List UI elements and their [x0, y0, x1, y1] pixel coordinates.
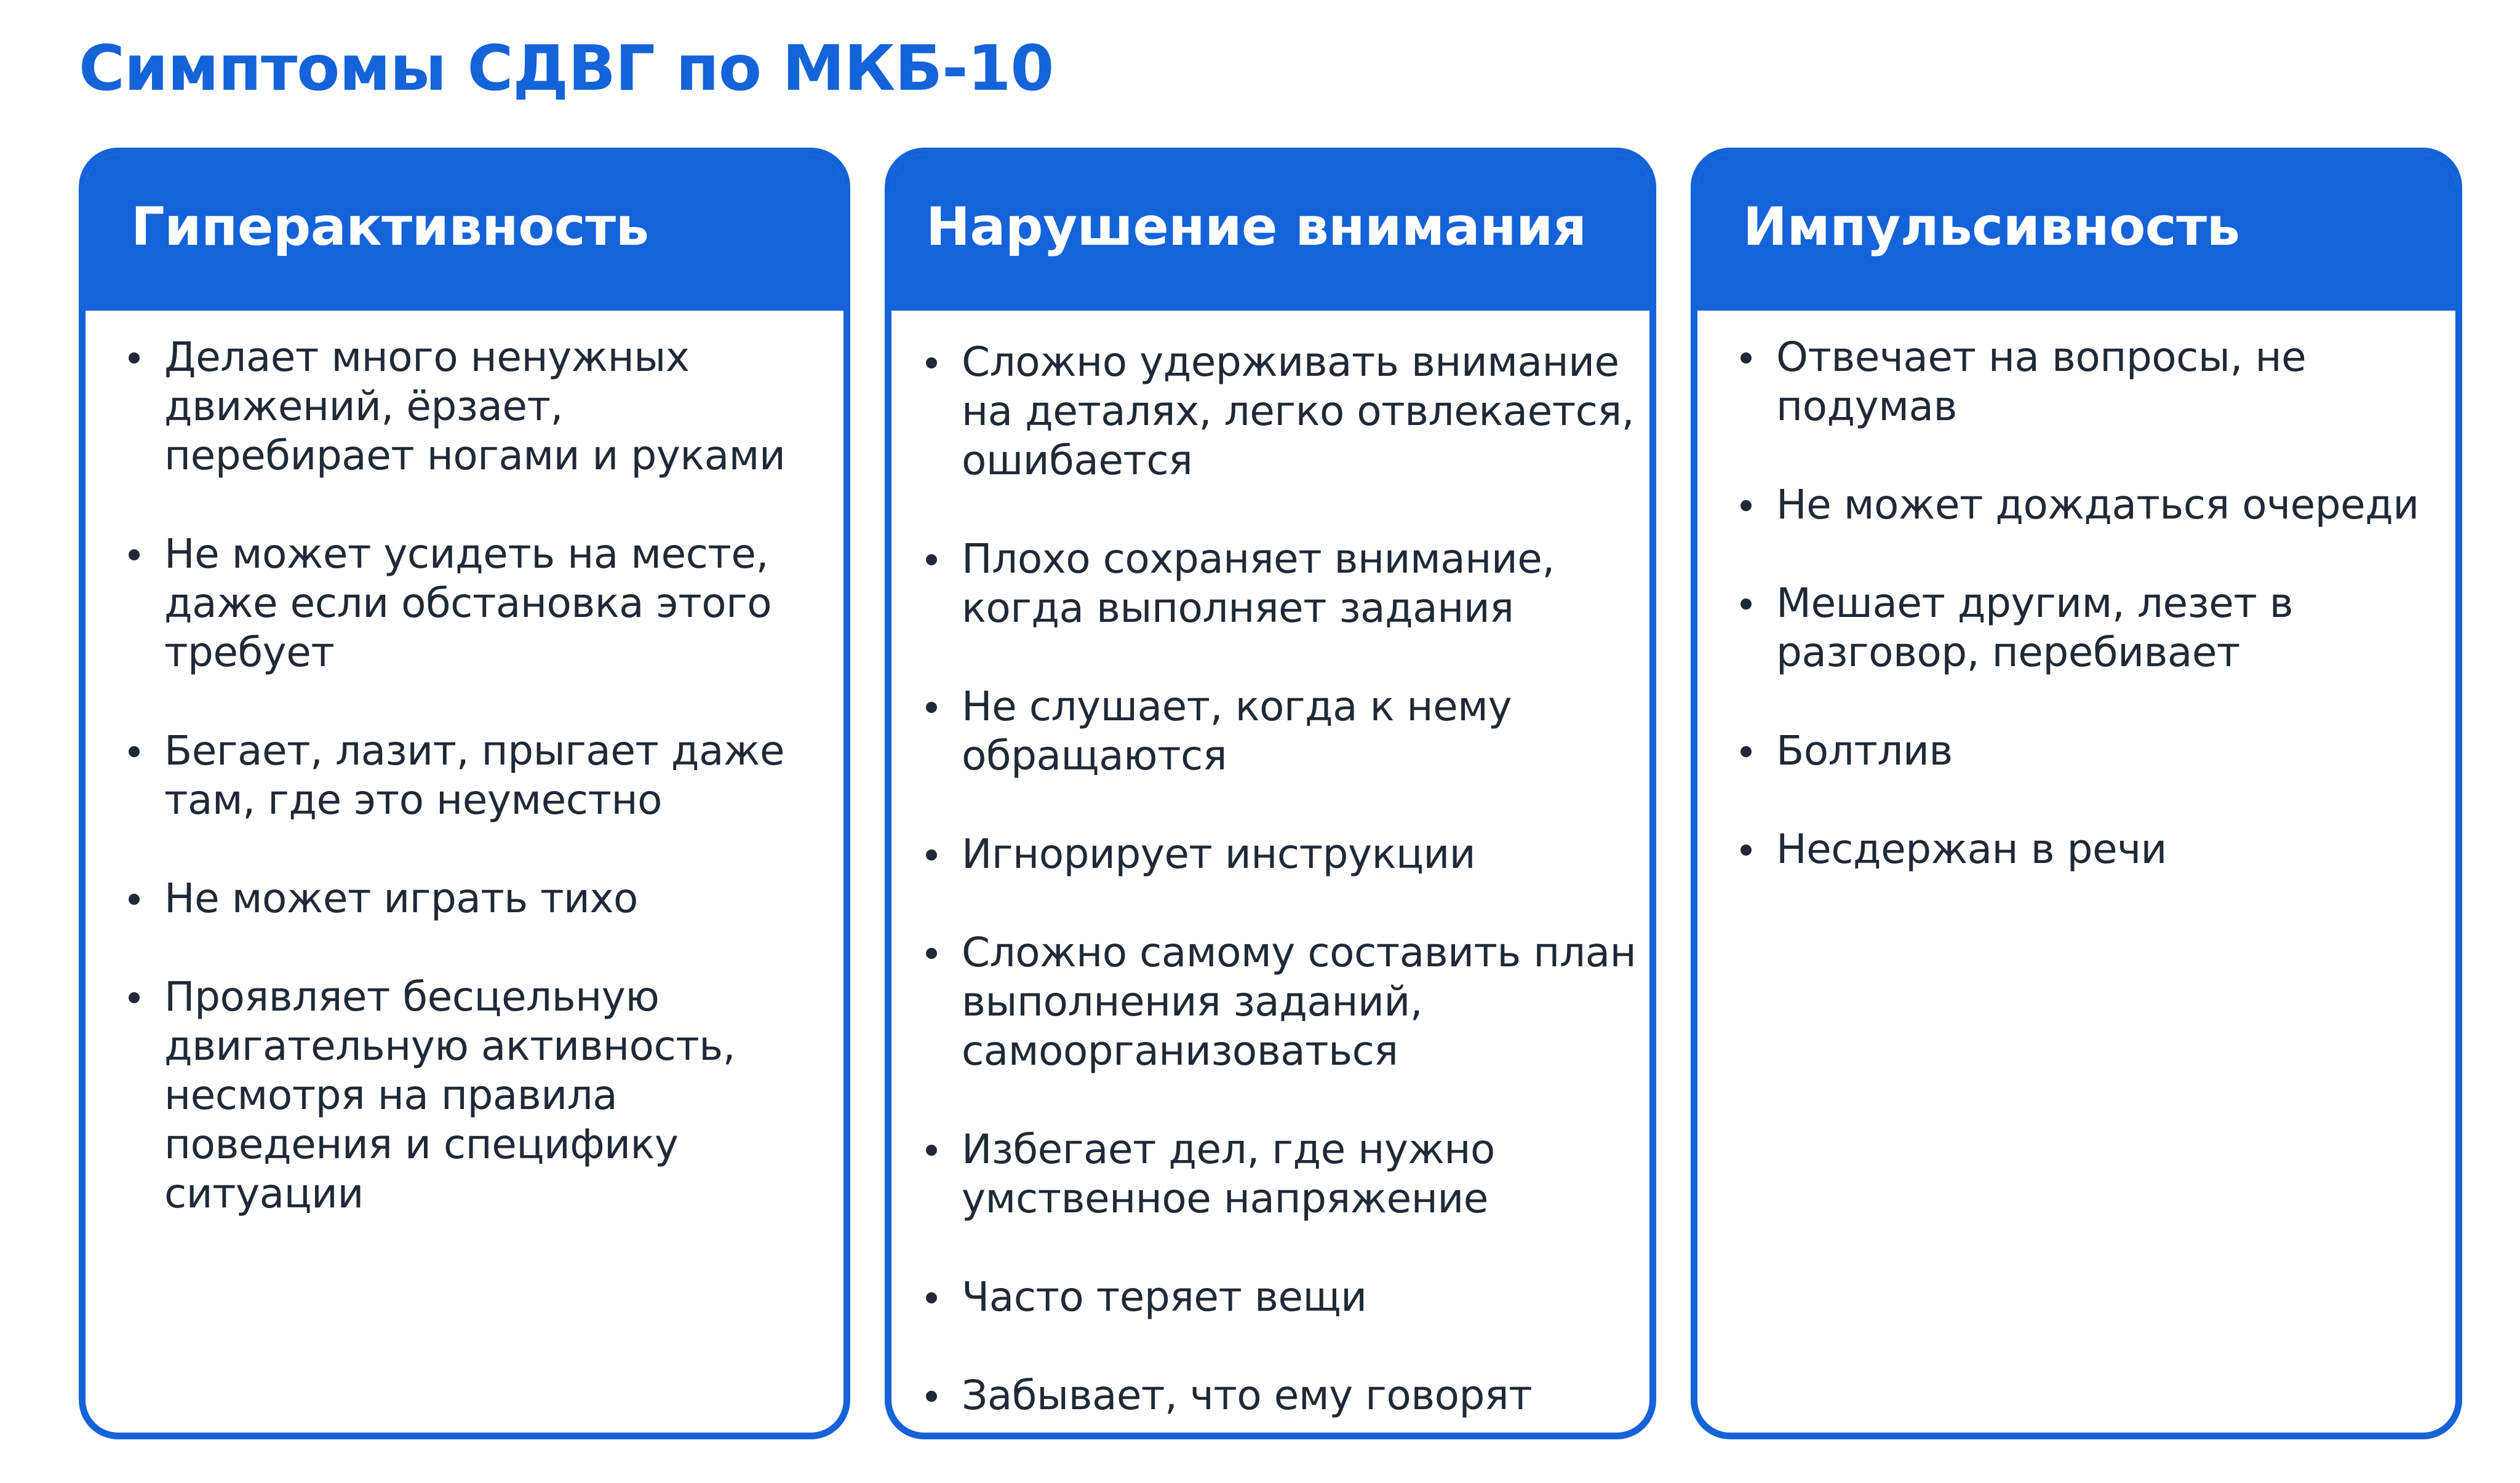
list-item: [86, 530, 843, 677]
list-item: [86, 726, 843, 825]
bullet-dot-icon: [926, 849, 937, 861]
list-item: [891, 338, 1649, 485]
list-item-text: Не может играть тихо: [164, 875, 638, 922]
list-item: [891, 928, 1649, 1076]
bullet-dot-icon: [1740, 746, 1752, 757]
list-item-text: Бегает, лазит, прыгает даже там, где это неуместно: [164, 727, 784, 824]
column-attention-deficit: [885, 148, 1656, 1439]
bullet-dot-icon: [926, 948, 937, 959]
column-header: [86, 154, 843, 311]
bullet-dot-icon: [926, 554, 937, 565]
bullet-dot-icon: [926, 702, 937, 713]
list-item: [891, 535, 1649, 633]
page-title: Симптомы СДВГ по МКБ-10: [79, 32, 1054, 105]
list-item-text: Забывает, что ему говорят: [962, 1372, 1533, 1419]
symptom-list: [1697, 333, 2455, 923]
bullet-dot-icon: [1740, 500, 1752, 511]
symptom-list: [891, 338, 1649, 1439]
bullet-dot-icon: [1740, 845, 1752, 856]
list-item: [1697, 579, 2455, 677]
list-item: [891, 682, 1649, 781]
bullet-dot-icon: [926, 357, 937, 368]
list-item: [86, 972, 843, 1219]
column-title: Гиперактивность: [131, 196, 649, 258]
list-item: [1697, 825, 2455, 874]
list-item-text: Отвечает на вопросы, не подумав: [1776, 333, 2307, 430]
list-item-text: Не может усидеть на месте, даже если обстановка этого требует: [164, 530, 772, 676]
bullet-dot-icon: [129, 992, 140, 1003]
list-item-text: Сложно самому составить план выполнения заданий, самоорганизоваться: [962, 929, 1637, 1075]
list-item: [891, 1125, 1649, 1223]
column-title: Импульсивность: [1743, 196, 2240, 258]
bullet-dot-icon: [926, 1145, 937, 1156]
list-item: [891, 1273, 1649, 1322]
bullet-dot-icon: [129, 549, 140, 560]
list-item-text: Избегает дел, где нужно умственное напряжение: [962, 1126, 1495, 1222]
bullet-dot-icon: [129, 746, 140, 757]
list-item: [86, 874, 843, 923]
column-title: Нарушение внимания: [926, 196, 1587, 258]
column-impulsivity: [1691, 148, 2462, 1439]
symptom-list: [86, 333, 843, 1268]
list-item-text: Не слушает, когда к нему обращаются: [962, 683, 1512, 779]
list-item-text: Плохо сохраняет внимание, когда выполняет задания: [962, 535, 1555, 632]
list-item-text: Болтлив: [1776, 727, 1953, 774]
bullet-dot-icon: [1740, 352, 1752, 364]
bullet-dot-icon: [926, 1292, 937, 1303]
list-item: [1697, 480, 2455, 530]
list-item: [1697, 333, 2455, 431]
bullet-dot-icon: [129, 894, 140, 905]
list-item-text: Не может дождаться очереди: [1776, 481, 2419, 528]
column-header: [1697, 154, 2455, 311]
bullet-dot-icon: [926, 1391, 937, 1402]
list-item-text: Часто теряет вещи: [962, 1273, 1367, 1321]
list-item-text: Несдержан в речи: [1776, 825, 2167, 873]
list-item: [891, 830, 1649, 879]
column-header: [891, 154, 1649, 311]
bullet-dot-icon: [129, 352, 140, 364]
list-item-text: Сложно удерживать внимание на деталях, легко отвлекается, ошибается: [962, 338, 1635, 484]
list-item-text: Игнорирует инструкции: [962, 830, 1476, 878]
list-item-text: Мешает другим, лезет в разговор, перебивает: [1776, 579, 2294, 676]
list-item-text: Проявляет бесцельную двигательную активность, несмотря на правила поведения и специфику ситуации: [164, 973, 736, 1217]
list-item: [891, 1371, 1649, 1420]
column-hyperactivity: [79, 148, 850, 1439]
list-item-text: Делает много ненужных движений, ёрзает, перебирает ногами и руками: [164, 333, 786, 479]
list-item: [86, 333, 843, 480]
bullet-dot-icon: [1740, 598, 1752, 610]
list-item: [1697, 726, 2455, 776]
